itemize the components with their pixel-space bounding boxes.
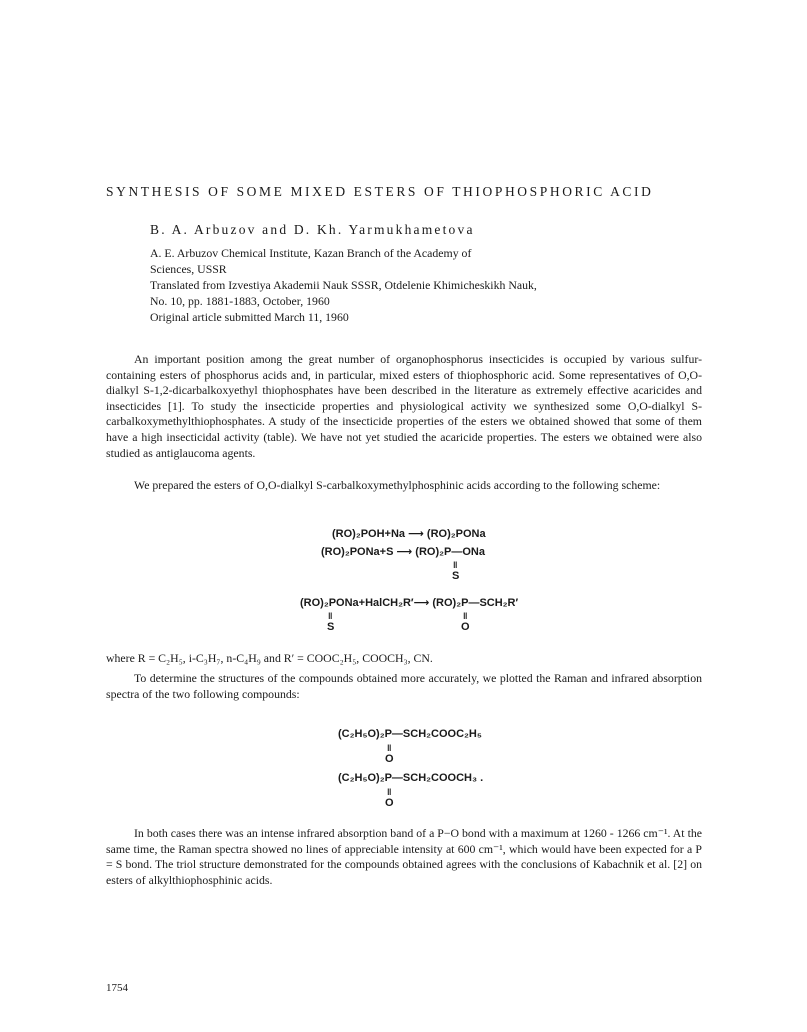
- scheme-equation-3: (RO)₂PONa+HalCH₂R′⟶ (RO)₂P—SCH₂R′: [300, 597, 519, 609]
- article-title: SYNTHESIS OF SOME MIXED ESTERS OF THIOPHOSPHORIC ACID: [106, 184, 654, 199]
- substituent-definition: where R = C₂H₅, i-C₃H₇, n-C₄H₉ and R′ = COOC₂H₅, COOCH₃, CN.: [106, 651, 433, 665]
- paragraph-scheme-intro: We prepared the esters of O,O-dialkyl S-carbalkoxymethylphosphinic acids according to the following scheme:: [134, 478, 661, 492]
- sulfur-atom: S: [452, 570, 460, 582]
- affiliation-line: Sciences, USSR: [150, 262, 227, 276]
- affiliation-block: [150, 245, 537, 325]
- paragraph-spectra-results: In both cases there was an intense infrared absorption band of a P−O bond with a maximum at 1260 - 1266 cm⁻¹. At the same time, the Raman spectra showed no lines of appreciable intensity at 600 cm⁻¹, which would have been expected for a P = S bond. The triol structure demonstrated for the compounds obtained agrees with the conclusions of Kabachnik et al. [2] on esters of alkylthiophosphinic acids.: [106, 826, 702, 887]
- double-bond-symbol: ‖: [463, 611, 468, 621]
- page-number: 1754: [106, 982, 128, 994]
- scheme-equation-2: (RO)₂PONa+S ⟶ (RO)₂P—ONa: [321, 546, 485, 558]
- paragraph-spectra-intro: To determine the structures of the compounds obtained more accurately, we plotted the Raman and infrared absorption spectra of the two following compounds:: [106, 671, 702, 701]
- submission-note: Original article submitted March 11, 1960: [150, 310, 349, 324]
- oxygen-atom: O: [461, 621, 470, 633]
- double-bond-symbol: ‖: [387, 787, 392, 797]
- compound-1: (C₂H₅O)₂P—SCH₂COOC₂H₅: [338, 728, 482, 740]
- paragraph-intro: An important position among the great number of organophosphorus insecticides is occupied by various sulfur-containing esters of phosphorus acids and, in particular, mixed esters of thiophosphoric acid. Some representatives of O,O-dialkyl S-1,2-dicarbalkoxyethyl thiophosphates have been described in the literature as extremely effective acaricides and insecticides [1]. To study the insecticide properties and physiological activity we synthesized some O,O-dialkyl S-carbalkoxymethylthiophosphates. A study of the insecticide properties of the esters we obtained showed that some of them have a high insecticidal activity (table). We have not yet studied the acaricide properties. The esters we obtained were also studied as antiglaucoma agents.: [106, 352, 702, 460]
- sulfur-atom: S: [327, 621, 335, 633]
- double-bond-symbol: ‖: [328, 611, 333, 621]
- compound-2: (C₂H₅O)₂P—SCH₂COOCH₃ .: [338, 772, 484, 784]
- affiliation-line: A. E. Arbuzov Chemical Institute, Kazan Branch of the Academy of: [150, 246, 472, 260]
- translation-note: Translated from Izvestiya Akademii Nauk SSSR, Otdelenie Khimicheskikh Nauk,: [150, 278, 537, 292]
- oxygen-atom: O: [385, 753, 394, 765]
- double-bond-symbol: ‖: [387, 743, 392, 753]
- double-bond-symbol: ‖: [453, 560, 458, 570]
- scheme-equation-1: (RO)₂POH+Na ⟶ (RO)₂PONa: [332, 528, 486, 540]
- issue-note: No. 10, pp. 1881-1883, October, 1960: [150, 294, 330, 308]
- article-authors: B. A. Arbuzov and D. Kh. Yarmukhametova: [150, 222, 475, 237]
- oxygen-atom: O: [385, 797, 394, 809]
